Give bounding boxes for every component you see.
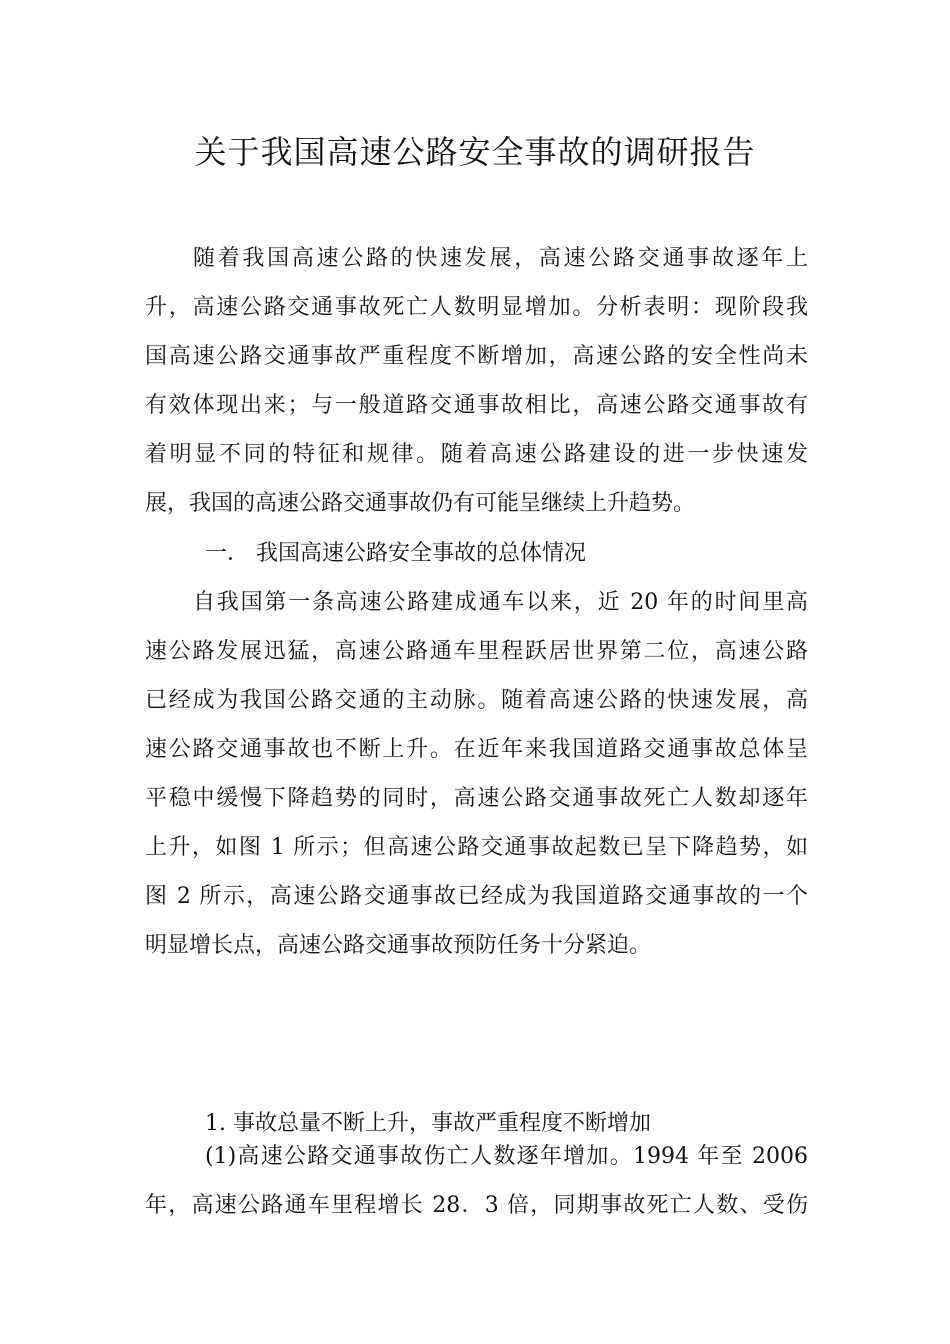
paragraph-2-line-3: 已经成为我国公路交通的主动脉。随着高速公路的快速发展，高 xyxy=(145,688,808,713)
paragraph-3-line-1: (1)高速公路交通事故伤亡人数逐年增加。1994 年至 2006 xyxy=(205,1144,808,1169)
subsection-1-heading: 1. 事故总量不断上升，事故严重程度不断增加 xyxy=(205,1111,651,1136)
paragraph-1-line-3: 国高速公路交通事故严重程度不断增加，高速公路的安全性尚未 xyxy=(145,344,808,369)
paragraph-1-line-2: 升，高速公路交通事故死亡人数明显增加。分析表明：现阶段我 xyxy=(145,295,808,320)
section-1-heading: 一． 我国高速公路安全事故的总体情况 xyxy=(205,541,586,566)
paragraph-1-line-1: 随着我国高速公路的快速发展，高速公路交通事故逐年上 xyxy=(193,246,808,271)
paragraph-1-line-5: 着明显不同的特征和规律。随着高速公路建设的进一步快速发 xyxy=(145,442,808,467)
document-title: 关于我国高速公路安全事故的调研报告 xyxy=(194,133,756,171)
paragraph-2-line-5: 平稳中缓慢下降趋势的同时，高速公路交通事故死亡人数却逐年 xyxy=(145,786,808,811)
paragraph-2-line-1: 自我国第一条高速公路建成通车以来，近 20 年的时间里高 xyxy=(193,590,808,615)
paragraph-2-line-8: 明显增长点，高速公路交通事故预防任务十分紧迫。 xyxy=(145,933,652,958)
paragraph-2-line-6: 上升，如图 1 所示；但高速公路交通事故起数已呈下降趋势，如 xyxy=(145,835,808,860)
paragraph-1-line-6: 展，我国的高速公路交通事故仍有可能呈继续上升趋势。 xyxy=(145,491,696,516)
paragraph-1-line-4: 有效体现出来；与一般道路交通事故相比，高速公路交通事故有 xyxy=(145,393,808,418)
paragraph-3-line-2: 年，高速公路通车里程增长 28．3 倍，同期事故死亡人数、受伤 xyxy=(145,1193,808,1218)
paragraph-2-line-2: 速公路发展迅猛，高速公路通车里程跃居世界第二位，高速公路 xyxy=(145,639,808,664)
paragraph-2-line-7: 图 2 所示，高速公路交通事故已经成为我国道路交通事故的一个 xyxy=(145,884,808,909)
paragraph-2-line-4: 速公路交通事故也不断上升。在近年来我国道路交通事故总体呈 xyxy=(145,737,808,762)
